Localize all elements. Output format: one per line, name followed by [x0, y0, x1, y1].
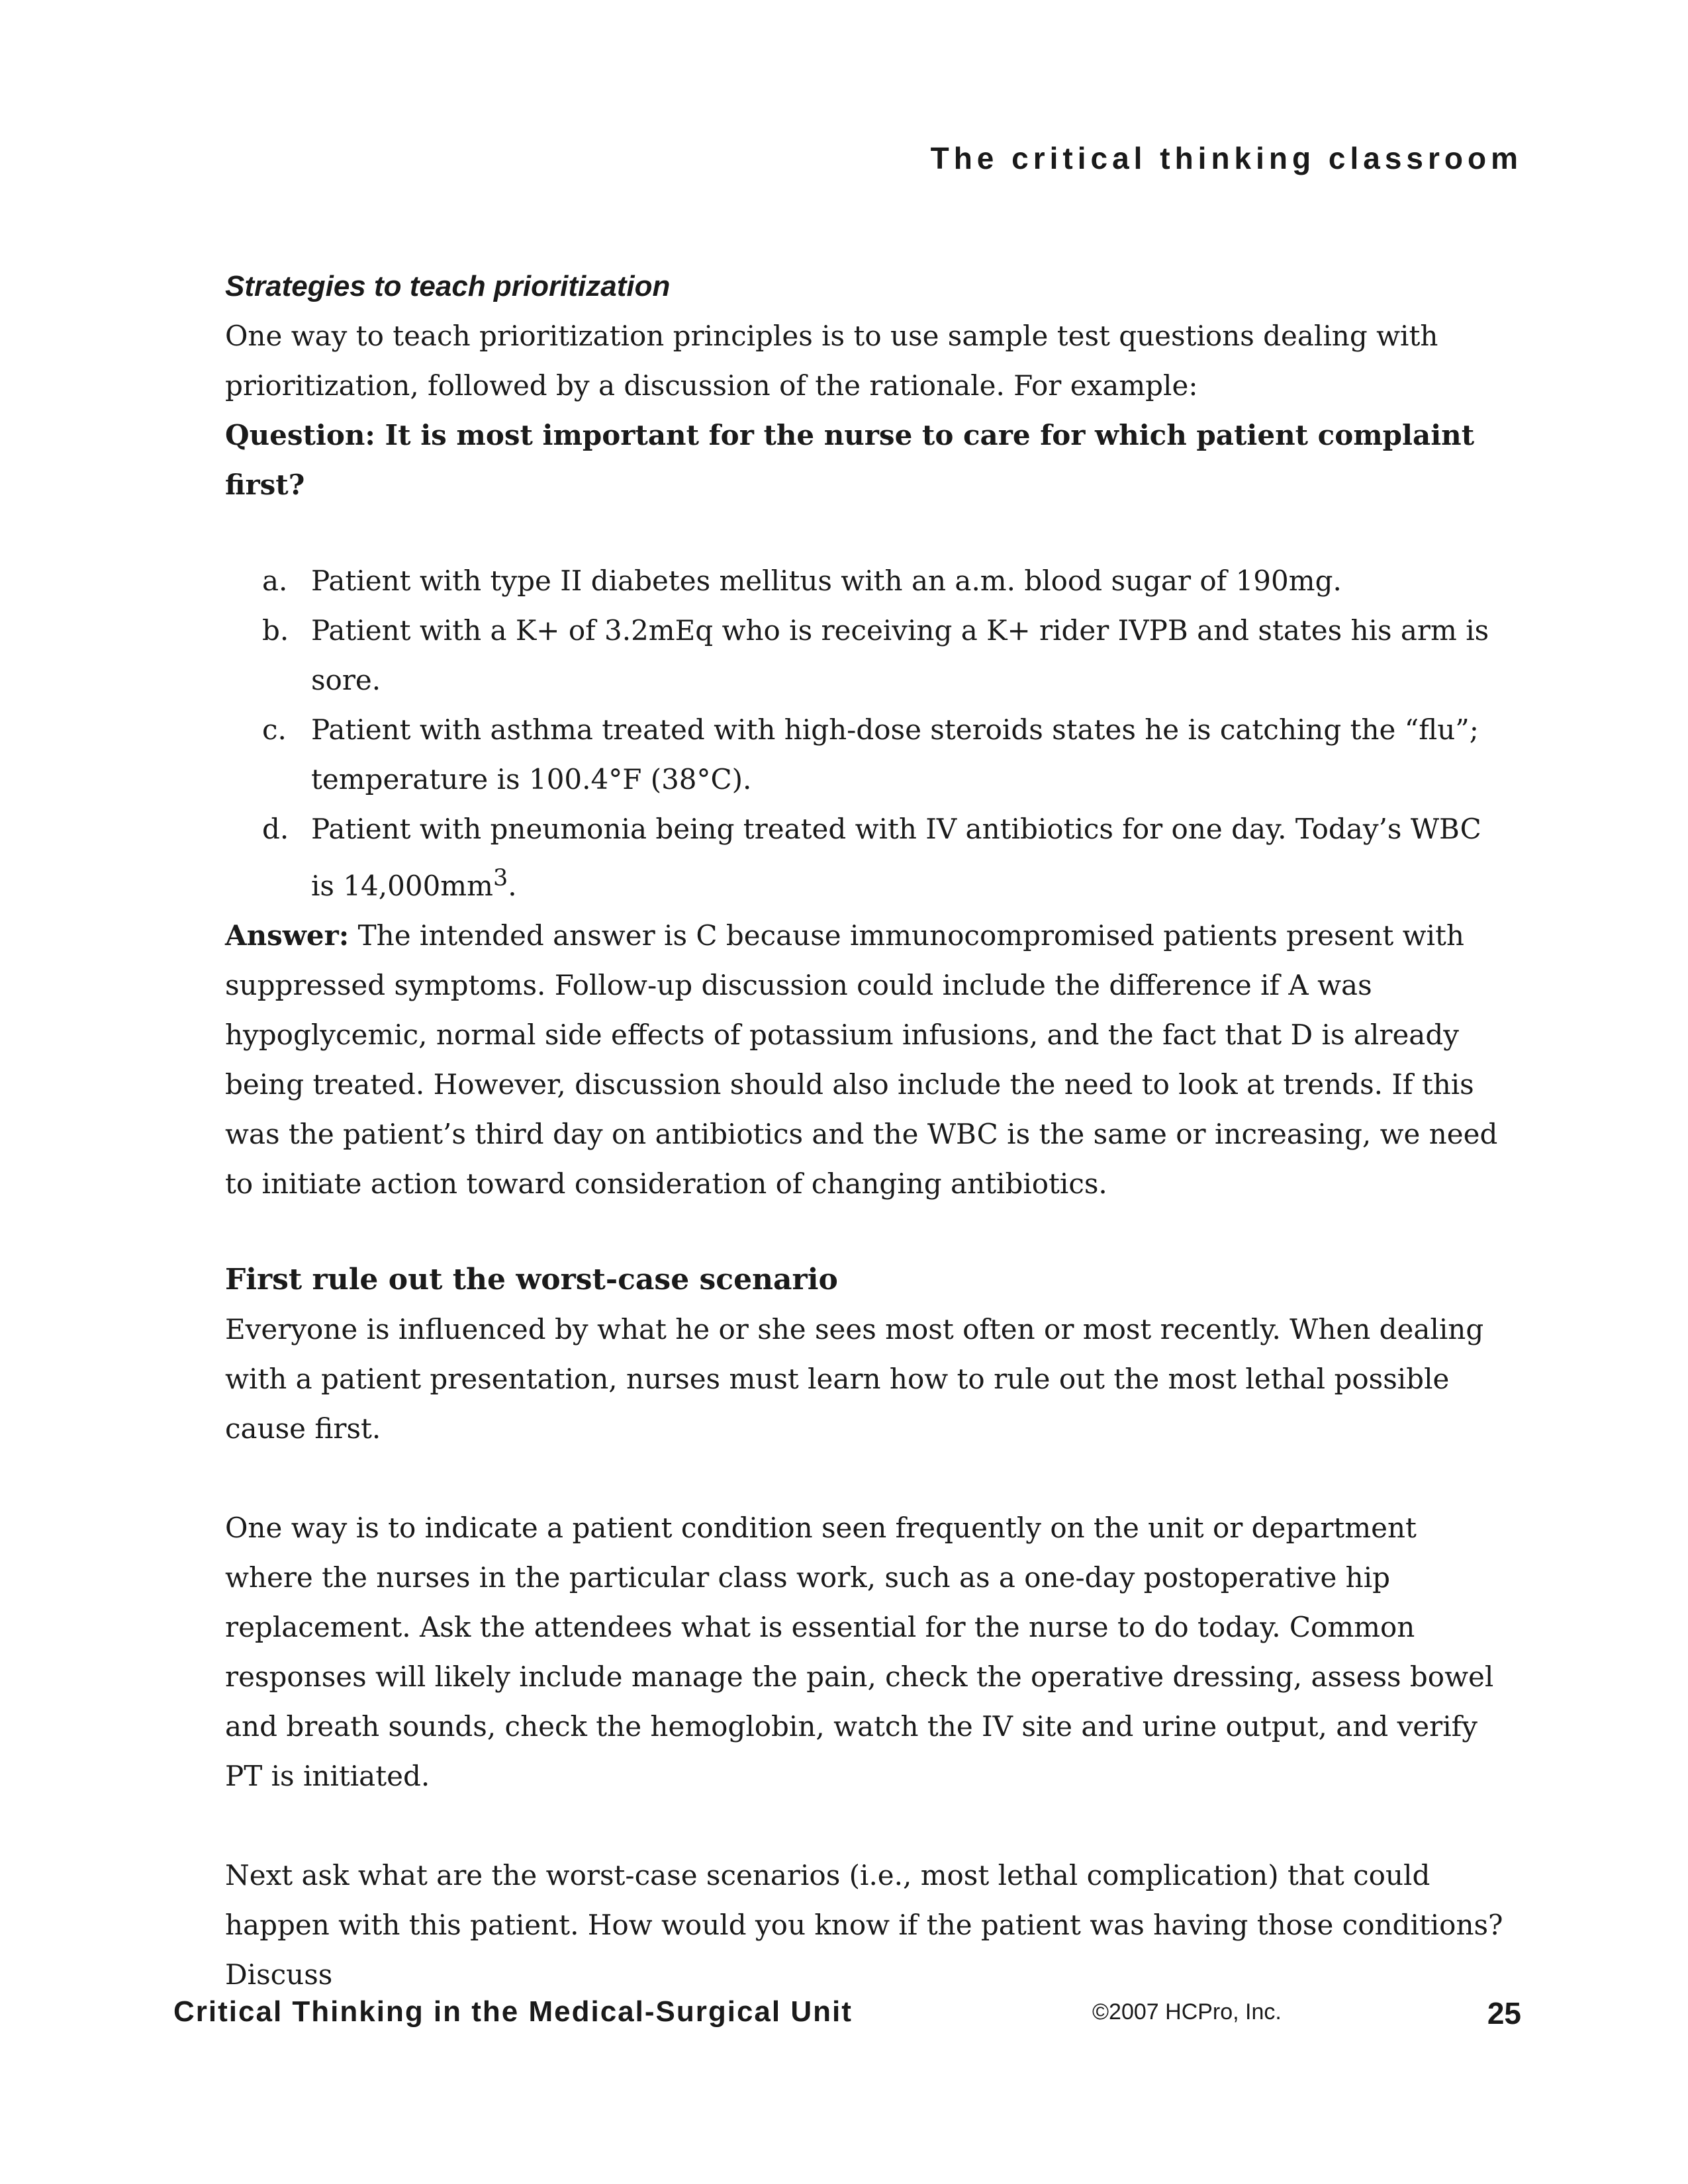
option-text: Patient with a K+ of 3.2mEq who is receiving a K+ rider IVPB and states his arm is sore.	[311, 614, 1489, 696]
answer-label: Answer:	[225, 919, 350, 952]
footer-copyright: ©2007 HCPro, Inc.	[1092, 1999, 1282, 2025]
paragraph: Everyone is influenced by what he or she sees most often or most recently. When dealing with a patient presentation, nurses must learn how to rule out the most lethal possible cause first.	[225, 1313, 1484, 1445]
page-footer	[173, 1995, 1521, 2035]
option-text-main: Patient with pneumonia being treated with IV antibiotics for one day. Today’s WBC is 14,000mm	[311, 813, 1481, 902]
page-body	[225, 261, 1509, 1999]
intro-paragraph: One way to teach prioritization principles is to use sample test questions dealing with prioritization, followed by a discussion of the rationale. For example:	[225, 320, 1438, 402]
option-letter: a.	[262, 565, 288, 597]
page-number: 25	[1487, 1996, 1521, 2030]
option-letter: b.	[262, 614, 289, 647]
option-b	[225, 606, 1509, 705]
sample-question: Question: It is most important for the nurse to care for which patient complaint first?	[225, 419, 1475, 501]
option-text: Patient with asthma treated with high-dose steroids states he is catching the “flu”; temperature is 100.4°F (38°C).	[311, 713, 1479, 796]
answer-text: The intended answer is C because immunocompromised patients present with suppressed symptoms. Follow-up discussion could include the difference if A was hypoglycemic, normal side effects of potassium infusions, and the fact that D is already being treated. However, discussion should also include the need to look at trends. If this was the patient’s third day on antibiotics and the WBC is the same or increasing, we need to initiate action toward consideration of changing antibiotics.	[225, 919, 1498, 1200]
section-heading-worst-case: First rule out the worst-case scenario	[225, 1263, 838, 1297]
answer-paragraph	[225, 911, 1509, 1208]
running-header: The critical thinking classroom	[930, 141, 1523, 175]
option-text: Patient with type II diabetes mellitus with an a.m. blood sugar of 190mg.	[311, 565, 1342, 597]
answer-options-list	[225, 556, 1509, 911]
footer-book-title: Critical Thinking in the Medical-Surgical Unit	[173, 1995, 853, 2028]
paragraph: Next ask what are the worst-case scenarios (i.e., most lethal complication) that could happen with this patient. How would you know if the patient was having those conditions? Discuss	[225, 1859, 1503, 1991]
option-text	[311, 804, 1509, 911]
option-letter: d.	[262, 813, 289, 845]
section-heading-prioritization: Strategies to teach prioritization	[225, 270, 671, 302]
paragraph: One way is to indicate a patient condition seen frequently on the unit or department where the nurses in the particular class work, such as a one-day postoperative hip replacement. Ask the attendees what is essential for the nurse to do today. Common responses will likely include manage the pain, check the operative dressing, assess bowel and breath sounds, check the hemoglobin, watch the IV site and urine output, and verify PT is initiated.	[225, 1512, 1494, 1792]
option-c	[225, 705, 1509, 804]
superscript: 3	[492, 865, 508, 891]
option-letter: c.	[262, 713, 287, 746]
option-text-end: .	[508, 870, 517, 902]
option-a	[225, 556, 1509, 606]
option-d	[225, 804, 1509, 911]
